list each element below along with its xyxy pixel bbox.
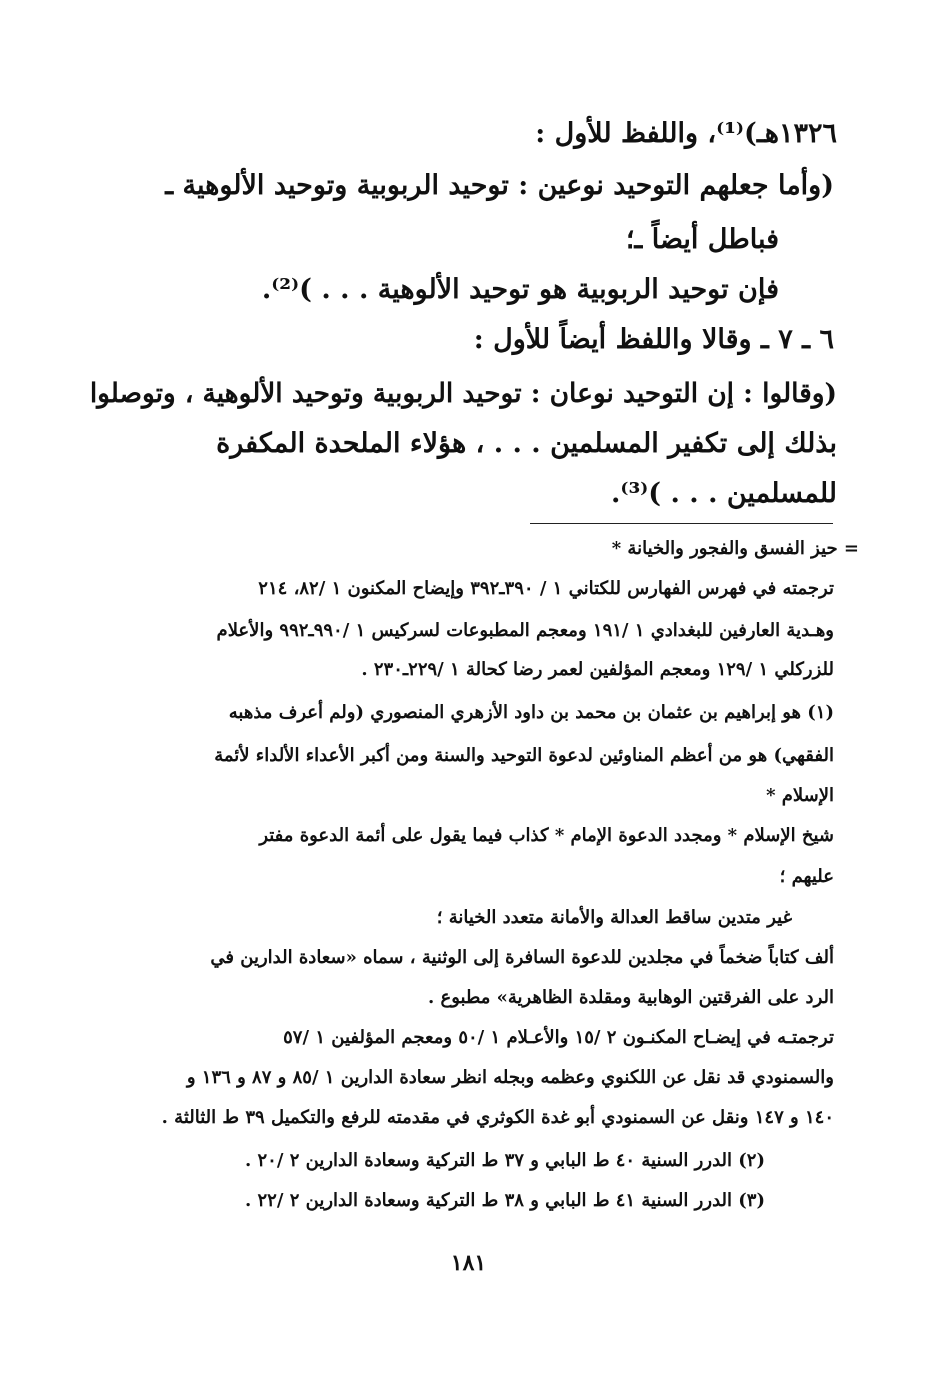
footnote-line: للزركلي ١ /١٢٩ ومعجم المؤلفين لعمر رضا كحالة ١ /٢٢٩ـ٢٣٠ .: [361, 659, 834, 680]
page-number: ١٨١: [450, 1250, 487, 1276]
main-text-line: ١٣٢٦هـ)⁽¹⁾، واللفظ للأول :: [535, 118, 837, 149]
main-text-line: ٦ ـ ٧ ـ وقالا واللفظ أيضاً للأول :: [473, 324, 834, 355]
main-text-line: (وقالوا : إن التوحيد نوعان : توحيد الربوبية وتوحيد الألوهية ، وتوصلوا: [89, 378, 837, 409]
footnote-line: = حيز الفسق والفجور والخيانة *: [611, 538, 859, 559]
footnote-line: عليهم ؛: [779, 866, 834, 887]
main-text-line: (وأما جعلهم التوحيد نوعين : توحيد الربوبية وتوحيد الألوهية ـ: [165, 170, 834, 201]
footnote-line: الإسلام *: [766, 785, 834, 806]
main-text-line: فباطل أيضاً ـ؛: [625, 224, 779, 255]
footnote-line: (٣) الدرر السنية ٤١ ط البابي و ٣٨ ط التركية وسعادة الدارين ٢ /٢٢ .: [244, 1190, 765, 1211]
footnote-line: (٢) الدرر السنية ٤٠ ط البابي و ٣٧ ط التركية وسعادة الدارين ٢ /٢٠ .: [244, 1150, 765, 1171]
footnote-line: وهـدية العارفين للبغدادي ١ /١٩١ ومعجم المطبوعات لسركيس ١ /٩٩٠ـ٩٩٢ والأعلام: [216, 620, 834, 641]
footnote-line: الرد على الفرقتين الوهابية ومقلدة الظاهرية» مطبوع .: [427, 987, 834, 1008]
main-text-line: للمسلمين . . . )⁽³⁾.: [610, 478, 837, 509]
main-text-line: فإن توحيد الربوبية هو توحيد الألوهية . . . )⁽²⁾.: [261, 274, 779, 305]
footnote-line: ألف كتاباً ضخماً في مجلدين للدعوة السافرة إلى الوثنية ، سماه «سعادة الدارين في: [210, 947, 834, 968]
footnote-line: شيخ الإسلام * ومجدد الدعوة الإمام * كذاب فيما يقول على أئمة الدعوة مفتر: [259, 825, 834, 846]
footnote-separator: [530, 523, 833, 524]
footnote-line: ترجمته في فهرس الفهارس للكتاني ١ / ٣٩٠ـ٣٩٢ وإيضاح المكنون ١ /٨٢، ٢١٤: [258, 578, 834, 599]
footnote-line: (١) هو إبراهيم بن عثمان بن محمد بن داود الأزهري المنصوري (ولم أعرف مذهبه: [228, 702, 834, 723]
footnote-line: غير متدين ساقط العدالة والأمانة متعدد الخيانة ؛: [436, 907, 792, 928]
footnote-line: ترجمتـه في إيضـاح المكنـون ٢ /١٥ والأعـلام ١ /٥٠ ومعجم المؤلفين ١ /٥٧: [283, 1027, 834, 1048]
footnote-line: ١٤٠ و ١٤٧ ونقل عن السمنودي أبو غدة الكوثري في مقدمته للرفع والتكميل ٣٩ ط الثالثة .: [161, 1107, 834, 1128]
main-text-line: بذلك إلى تكفير المسلمين . . . ، هؤلاء الملحدة المكفرة: [216, 428, 837, 459]
footnote-line: الفقهي) هو من أعظم المناوئين لدعوة التوحيد والسنة ومن أكبر الأعداء الألداء لأئمة: [214, 745, 834, 766]
footnote-line: والسمنودي قد نقل عن اللكنوي وعظمه وبجله انظر سعادة الدارين ١ /٨٥ و ٨٧ و ١٣٦ و: [186, 1067, 834, 1088]
